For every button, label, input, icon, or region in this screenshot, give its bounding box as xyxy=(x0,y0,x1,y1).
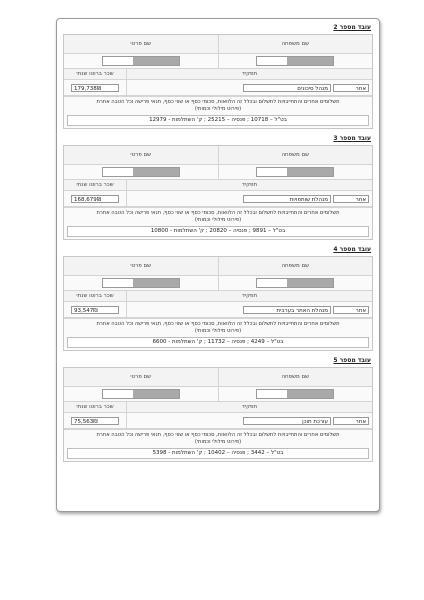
other-payments-description xyxy=(64,319,372,337)
role-label: תפקיד xyxy=(126,69,372,79)
role-label: תפקיד xyxy=(126,180,372,190)
description-line: תשלומים אחרים והתחייבויות לתשלום ובכלל זה הלוואות, סכומי כסף או שווי כסף, תנאי פרישה וכל הטבה אחרת xyxy=(96,321,340,327)
role-label: תפקיד xyxy=(126,291,372,301)
currency-symbol: ₪ xyxy=(96,196,102,203)
salary-value: 168,679 xyxy=(74,196,97,203)
last-name-label: שם משפחה xyxy=(218,257,373,275)
last-name-label: שם משפחה xyxy=(218,146,373,164)
employee-section xyxy=(63,245,373,351)
description-note: (פירוט מילולי וכמותי) xyxy=(194,439,242,445)
salary-field[interactable] xyxy=(71,84,119,92)
payments-totals-field[interactable]: בט"ל – 3442 ; פנסיה – 10402 ; ק' השתלמות - 5398 xyxy=(67,448,369,459)
description-line: תשלומים אחרים והתחייבויות לתשלום ובכלל זה הלוואות, סכומי כסף או שווי כסף, תנאי פרישה וכל הטבה אחרת xyxy=(96,432,340,438)
salary-value: 179,738 xyxy=(74,85,97,92)
description-note: (פירוט מילולי וכמותי) xyxy=(194,106,242,112)
last-name-field-redacted xyxy=(256,278,334,288)
other-payments-description xyxy=(64,208,372,226)
salary-value: 93,547 xyxy=(74,307,94,314)
last-name-field-redacted xyxy=(256,389,334,399)
first-name-field-redacted xyxy=(102,56,180,66)
employee-section xyxy=(63,356,373,462)
salary-field[interactable] xyxy=(71,417,119,425)
other-field[interactable]: אחר xyxy=(333,306,369,314)
salary-label: שכר ברוטו שנתי xyxy=(64,69,126,79)
salary-label: שכר ברוטו שנתי xyxy=(64,402,126,412)
description-line: תשלומים אחרים והתחייבויות לתשלום ובכלל זה הלוואות, סכומי כסף או שווי כסף, תנאי פרישה וכל הטבה אחרת xyxy=(96,210,340,216)
other-payments-description xyxy=(64,97,372,115)
role-field[interactable]: מנהל סיכונים xyxy=(243,84,331,92)
salary-value: 75,563 xyxy=(74,418,94,425)
description-line: תשלומים אחרים והתחייבויות לתשלום ובכלל זה הלוואות, סכומי כסף או שווי כסף, תנאי פרישה וכל הטבה אחרת xyxy=(96,99,340,105)
role-field[interactable]: עורכת תוכן xyxy=(243,417,331,425)
first-name-field-redacted xyxy=(102,167,180,177)
payments-totals-field[interactable]: בט"ל – 10718 ; פנסיה – 25215 ; ק' השתלמות - 12979 xyxy=(67,115,369,126)
description-note: (פירוט מילולי וכמותי) xyxy=(194,328,242,334)
salary-field[interactable] xyxy=(71,195,119,203)
payments-totals-field[interactable]: בט"ל – 9891 ; פנסיה – 20820 ; ק' השתלמות - 10800 xyxy=(67,226,369,237)
description-note: (פירוט מילולי וכמותי) xyxy=(194,217,242,223)
last-name-field-redacted xyxy=(256,167,334,177)
employee-section xyxy=(63,134,373,240)
other-field[interactable]: אחר xyxy=(333,195,369,203)
first-name-label: שם פרטי xyxy=(64,257,218,275)
payments-totals-field[interactable]: בט"ל – 4249 ; פנסיה – 11732 ; ק' השתלמות - 6600 xyxy=(67,337,369,348)
role-field[interactable]: מנהלת האתר בערבית xyxy=(243,306,331,314)
employee-form xyxy=(63,145,373,240)
other-field[interactable]: אחר xyxy=(333,84,369,92)
employee-form xyxy=(63,256,373,351)
last-name-field-redacted xyxy=(256,56,334,66)
other-field[interactable]: אחר xyxy=(333,417,369,425)
salary-label: שכר ברוטו שנתי xyxy=(64,291,126,301)
salary-field[interactable] xyxy=(71,306,119,314)
currency-symbol: ₪ xyxy=(96,85,102,92)
first-name-label: שם פרטי xyxy=(64,146,218,164)
currency-symbol: ₪ xyxy=(93,418,98,425)
first-name-label: שם פרטי xyxy=(64,368,218,386)
employee-title: עובד מספר 2 xyxy=(333,24,371,31)
first-name-field-redacted xyxy=(102,278,180,288)
last-name-label: שם משפחה xyxy=(218,368,373,386)
role-label: תפקיד xyxy=(126,402,372,412)
employee-title: עובד מספר 5 xyxy=(333,357,371,364)
employee-form xyxy=(63,34,373,129)
first-name-label: שם פרטי xyxy=(64,35,218,53)
role-field[interactable]: מנהלת שותפויות xyxy=(243,195,331,203)
last-name-label: שם משפחה xyxy=(218,35,373,53)
employee-title: עובד מספר 4 xyxy=(333,246,371,253)
first-name-field-redacted xyxy=(102,389,180,399)
employee-title: עובד מספר 3 xyxy=(333,135,371,142)
employee-form xyxy=(63,367,373,462)
document-page xyxy=(56,18,380,512)
currency-symbol: ₪ xyxy=(93,307,98,314)
other-payments-description xyxy=(64,430,372,448)
salary-label: שכר ברוטו שנתי xyxy=(64,180,126,190)
employee-section xyxy=(63,23,373,129)
